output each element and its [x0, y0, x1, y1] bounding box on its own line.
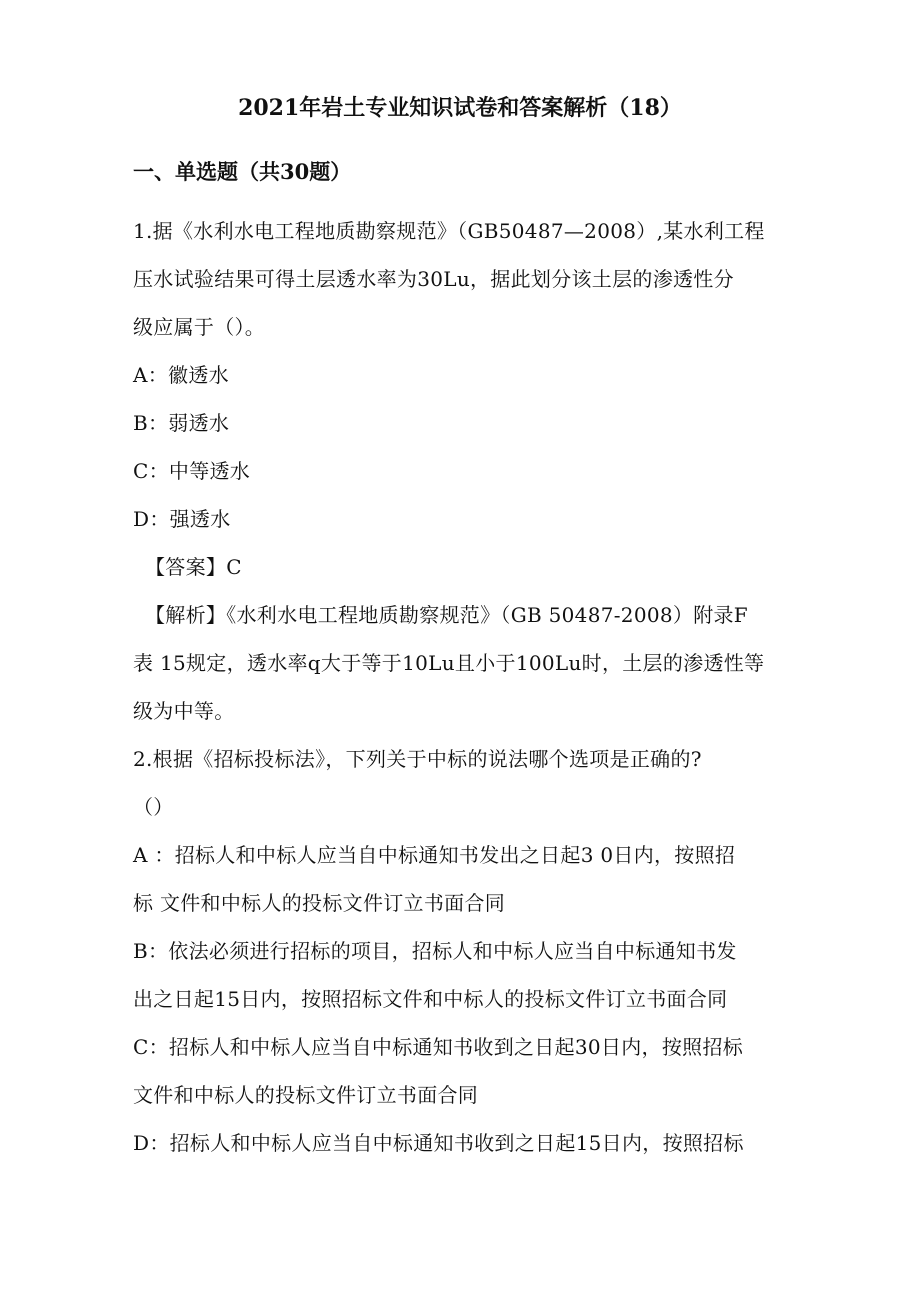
question-2-option-b-line-1: B：依法必须进行招标的项目，招标人和中标人应当自中标通知书发 [133, 939, 737, 963]
question-1-analysis-line-3: 级为中等。 [133, 699, 235, 723]
question-2-option-c-line-2: 文件和中标人的投标文件订立书面合同 [133, 1083, 479, 1107]
section-heading: 一、单选题（共30题） [133, 159, 352, 184]
question-1-analysis-line-2: 表 15规定，透水率q大于等于10Lu且小于100Lu时，土层的渗透性等 [133, 651, 765, 675]
question-1-analysis-line-1: 【解析】《水利水电工程地质勘察规范》（GB 50487-2008）附录F [145, 603, 748, 627]
question-1-answer: 【答案】C [145, 555, 242, 579]
question-2-option-c-line-1: C：招标人和中标人应当自中标通知书收到之日起30日内，按照招标 [133, 1035, 744, 1059]
question-2-option-b-line-2: 出之日起15日内，按照招标文件和中标人的投标文件订立书面合同 [133, 987, 728, 1011]
question-2-stem-line-1: 2.根据《招标投标法》，下列关于中标的说法哪个选项是正确的? [133, 747, 702, 771]
question-2-stem-line-2: （） [133, 795, 174, 819]
question-1-option-c: C：中等透水 [133, 459, 251, 483]
question-1-stem-line-3: 级应属于（）。 [133, 315, 266, 339]
question-1-option-a: A：徽透水 [133, 363, 229, 387]
question-2-option-a-line-2: 标 文件和中标人的投标文件订立书面合同 [133, 891, 506, 915]
question-1-stem-line-2: 压水试验结果可得土层透水率为30Lu，据此划分该土层的渗透性分 [133, 267, 734, 291]
question-1-option-b: B：弱透水 [133, 411, 230, 435]
question-1-option-d: D：强透水 [133, 507, 231, 531]
question-2-option-a-line-1: A ：招标人和中标人应当自中标通知书发出之日起3 0日内，按照招 [133, 843, 736, 867]
question-2-option-d-line-1: D：招标人和中标人应当自中标通知书收到之日起15日内，按照招标 [133, 1131, 744, 1155]
question-1-stem-line-1: 1.据《水利水电工程地质勘察规范》（GB50487—2008）,某水利工程 [133, 219, 765, 243]
document-title: 2021年岩土专业知识试卷和答案解析（18） [238, 95, 682, 121]
